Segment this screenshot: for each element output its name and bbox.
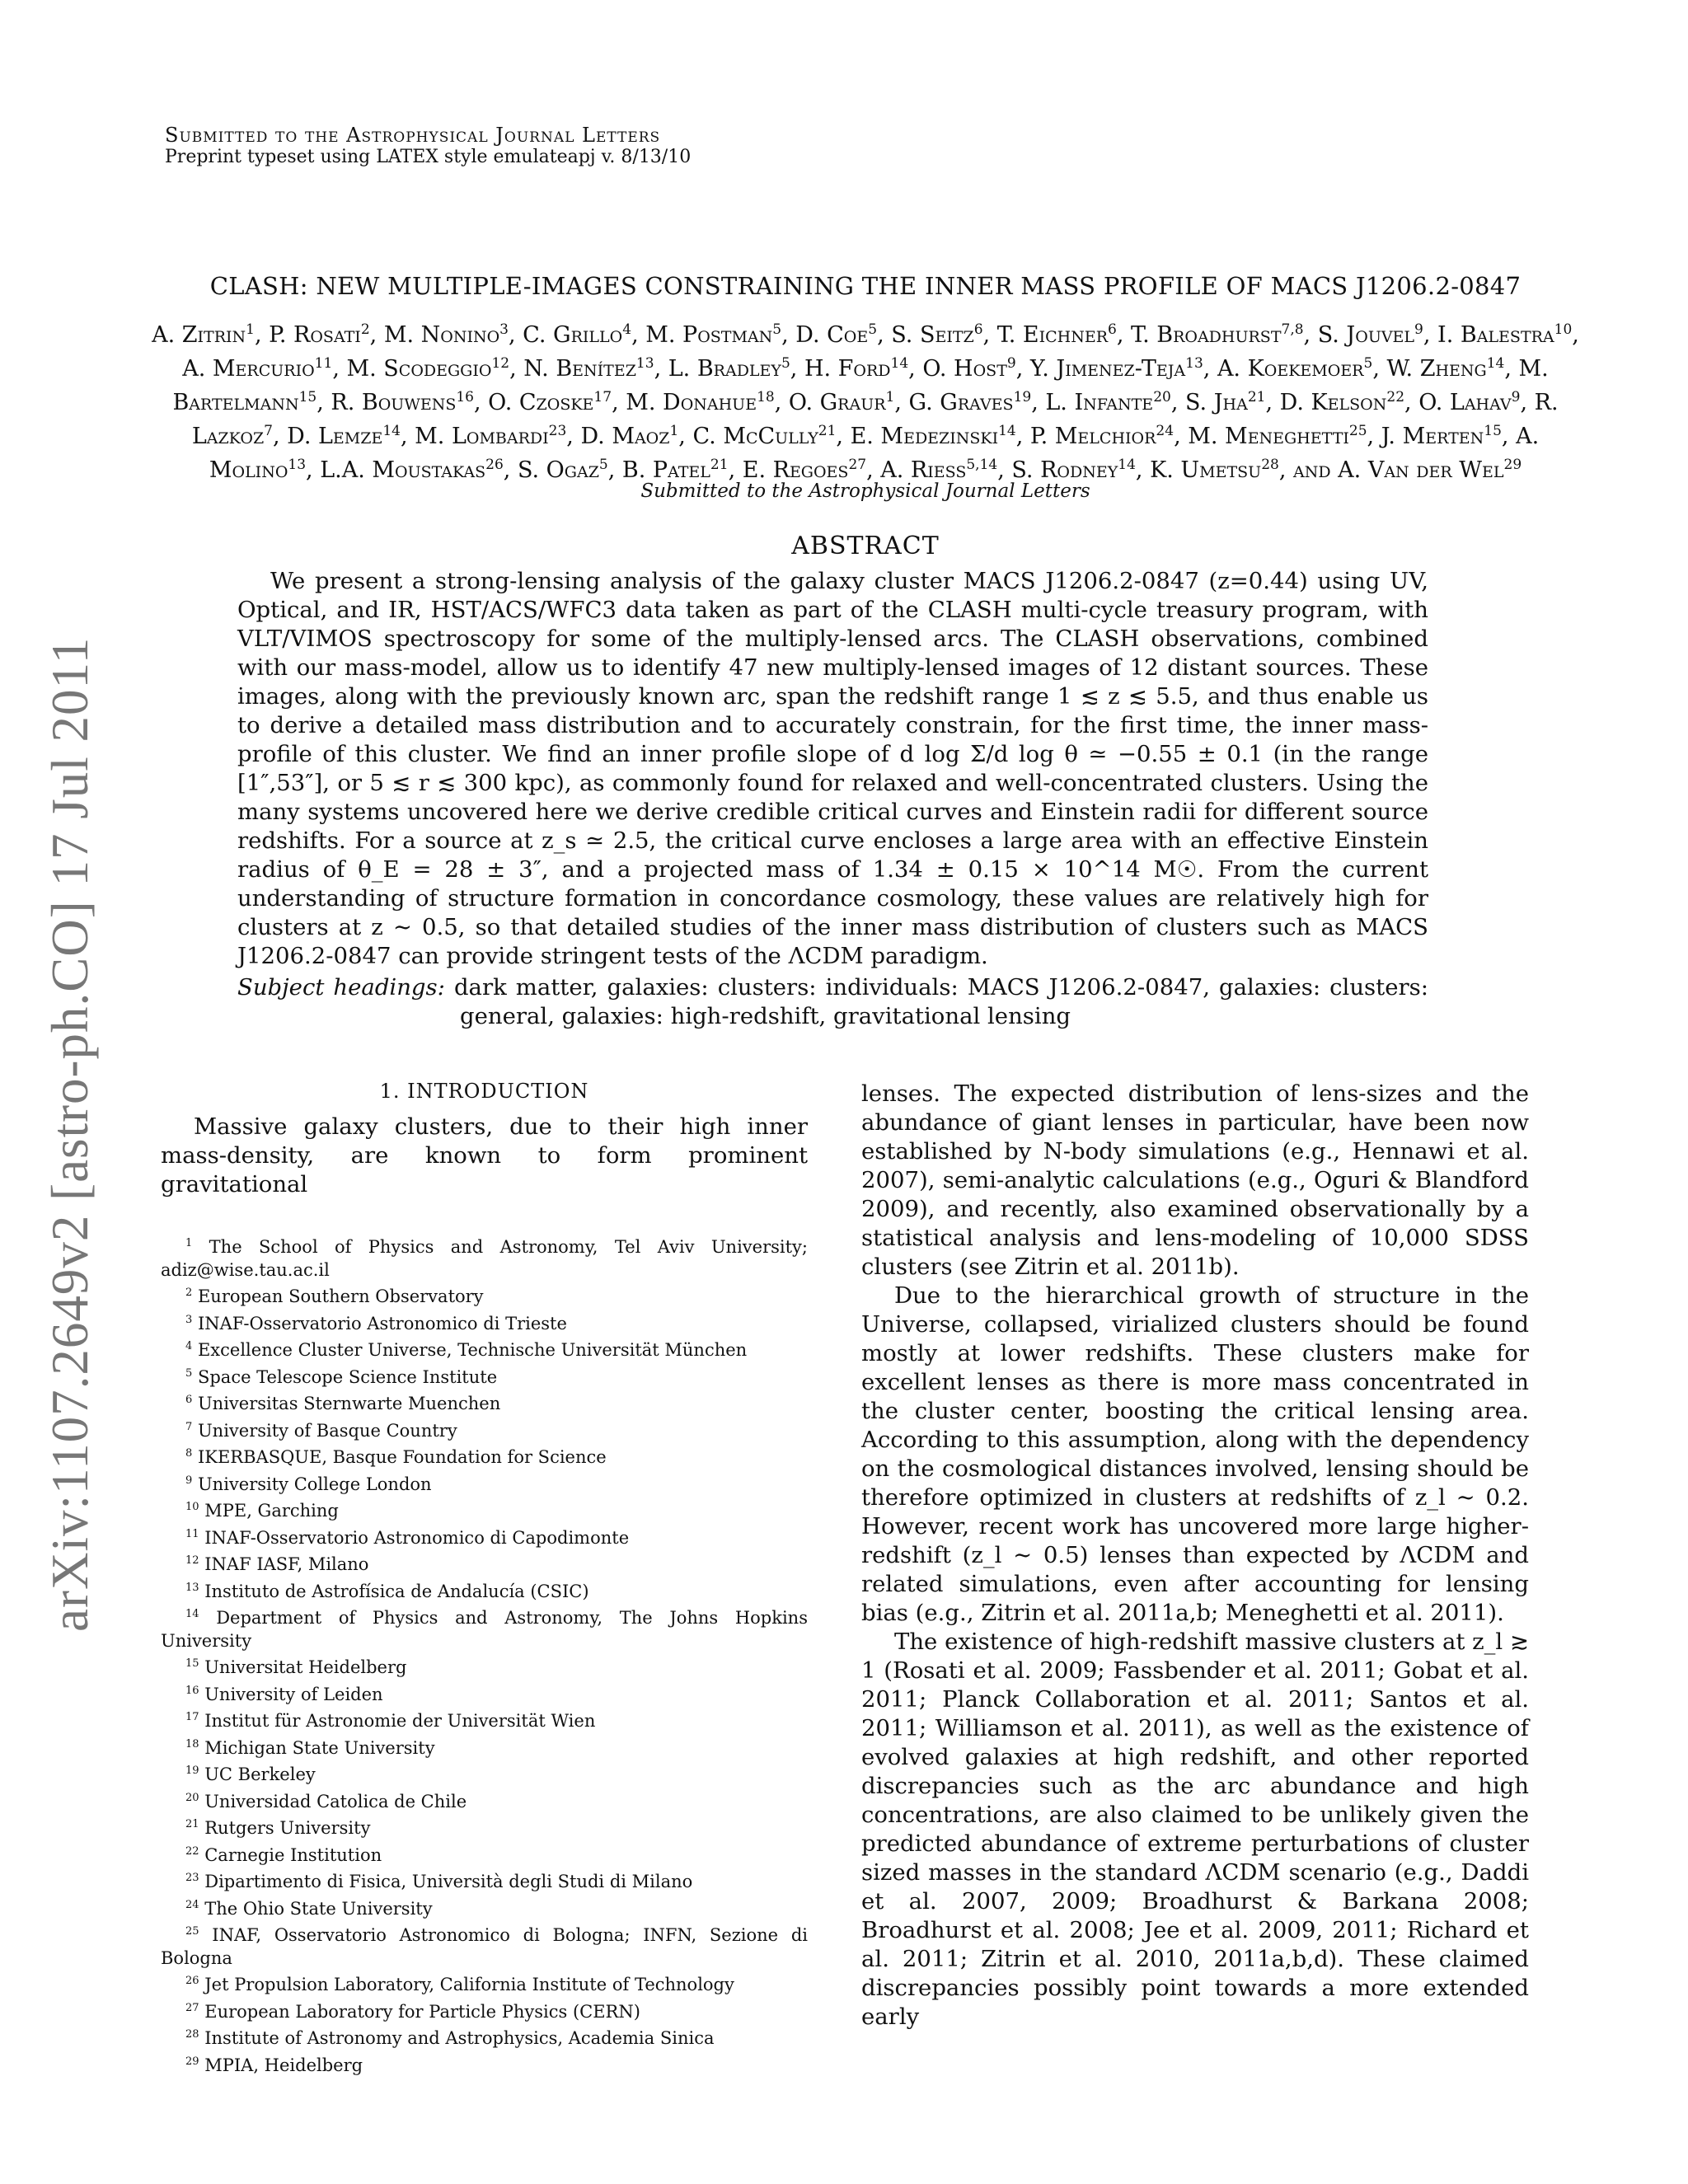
affiliation-footnote — [161, 1733, 808, 1760]
author-affiliation-number: 6 — [973, 321, 983, 338]
author-name: A. Riess — [880, 457, 967, 483]
author-affiliation-number: 21 — [818, 423, 837, 439]
footnote-number: 22 — [185, 1844, 199, 1858]
affiliation-footnote — [161, 2023, 808, 2050]
submitted-note: Submitted to the Astrophysical Journal Letters — [640, 480, 1090, 502]
author-name: M. Postman — [645, 322, 773, 348]
author-affiliation-number: 14 — [1118, 457, 1136, 473]
footnote-number: 9 — [185, 1474, 193, 1487]
footnote-number: 7 — [185, 1420, 193, 1433]
footnote-text: Space Telescope Science Institute — [197, 1366, 498, 1387]
footnote-text: IKERBASQUE, Basque Foundation for Science — [197, 1447, 607, 1467]
affiliation-footnote — [161, 1416, 808, 1443]
author-name: P. Melchior — [1029, 424, 1156, 449]
author-name: M. Donahue — [626, 390, 757, 415]
author-name: T. Broadhurst — [1131, 322, 1282, 348]
author-name: O. Graur — [788, 390, 886, 415]
author-name: A. Koekemoer — [1217, 356, 1364, 382]
footnote-number: 18 — [185, 1737, 199, 1750]
footnote-number: 23 — [185, 1872, 199, 1884]
author-name: H. Ford — [804, 356, 891, 382]
author-name: S. Rodney — [1011, 457, 1118, 483]
footnote-text: Institute of Astronomy and Astrophysics, Academia Sinica — [204, 2028, 715, 2048]
author-affiliation-number: 24 — [1156, 423, 1175, 439]
footnote-number: 26 — [185, 1975, 199, 1987]
footnote-number: 28 — [185, 2028, 199, 2041]
footnote-text: Rutgers University — [204, 1818, 371, 1838]
abstract-text: We present a strong-lensing analysis of the galaxy cluster MACS J1206.2-0847 (z=0.44) using UV, Optical, and IR, HST/ACS/WFC3 data taken as part of the CLASH multi-cycle treasury program, with VLT/VIMOS spectroscopy for some of the multiply-lensed arcs. The CLASH observations, combined with our mass-model, allow us to identify 47 new multiply-lensed images of 12 distant sources. These images, along with the previously known arc, span the redshift range 1 ≲ z ≲ 5.5, and thus enable us to derive a detailed mass distribution and to accurately constrain, for the first time, the inner mass-profile of this cluster. We find an inner profile slope of d log Σ/d log θ ≃ −0.55 ± 0.1 (in the range [1″,53″], or 5 ≲ r ≲ 300 kpc), as commonly found for relaxed and well-concentrated clusters. Using the many systems uncovered here we derive credible critical curves and Einstein radii for different source redshifts. For a source at z_s ≃ 2.5, the critical curve encloses a large area with an effective Einstein radius of θ_E = 28 ± 3″, and a projected mass of 1.34 ± 0.15 × 10^14 M☉. From the current understanding of structure formation in concordance cosmology, these values are relatively high for clusters at z ∼ 0.5, so that detailed studies of the inner mass distribution of clusters such as MACS J1206.2-0847 can provide stringent tests of the ΛCDM paradigm. — [237, 568, 1428, 969]
footnote-number: 3 — [185, 1313, 193, 1326]
footnote-number: 19 — [185, 1765, 199, 1777]
subject-headings-label: Subject headings: — [237, 974, 445, 1001]
author-name: S. Jouvel — [1317, 322, 1415, 348]
footnote-number: 8 — [185, 1447, 193, 1460]
affiliation-footnote — [161, 1997, 808, 2024]
affiliation-footnote — [161, 1577, 808, 1604]
author-name: O. Lahav — [1418, 390, 1512, 415]
author-name: S. Ogaz — [517, 457, 599, 483]
author-affiliation-number: 5 — [598, 457, 608, 473]
affiliation-footnote — [161, 1496, 808, 1523]
footnote-text: University of Basque Country — [197, 1420, 457, 1441]
subject-headings — [237, 973, 1428, 1031]
author-affiliation-number: 22 — [1386, 389, 1405, 405]
author-name: E. Medezinski — [850, 424, 999, 449]
footnote-text: UC Berkeley — [204, 1765, 316, 1784]
author-affiliation-number: 13 — [288, 457, 307, 473]
author-name: J. Merten — [1381, 424, 1484, 449]
footnote-number: 11 — [185, 1527, 199, 1540]
author-affiliation-number: 1 — [885, 389, 895, 405]
footnote-text: University College London — [197, 1474, 432, 1494]
abstract-heading: ABSTRACT — [791, 532, 940, 560]
affiliation-footnote — [161, 1760, 808, 1787]
author-affiliation-number: 5 — [1363, 355, 1373, 372]
footnote-number: 13 — [185, 1581, 199, 1594]
intro-paragraph-continued: lenses. The expected distribution of lens-sizes and the abundance of giant lenses in particular, have been now established by N-body simulations (e.g., Hennawi et al. 2007), semi-analytic calculations (e.g., Oguri & Blandford 2009), and recently, also examined observationally by a statistical analysis and lens-modeling of 10,000 SDSS clusters (see Zitrin et al. 2011b). — [861, 1080, 1529, 1280]
author-name: Y. Jimenez-Teja — [1029, 356, 1186, 382]
footnote-text: MPE, Garching — [204, 1501, 339, 1521]
footnote-number: 27 — [185, 2001, 199, 2014]
affiliation-footnote — [161, 1442, 808, 1469]
author-name: C. Grillo — [523, 322, 623, 348]
author-affiliation-number: 6 — [1108, 321, 1117, 338]
author-name: D. Kelson — [1279, 390, 1387, 415]
footnote-text: Dipartimento di Fisica, Università degli Studi di Milano — [204, 1872, 693, 1891]
author-name: M. Lombardi — [415, 424, 549, 449]
author-affiliation-number: 14 — [1486, 355, 1505, 372]
affiliation-footnotes — [161, 1232, 808, 2077]
journal-header: Submitted to the Astrophysical Journal Letters — [165, 124, 661, 147]
footnote-number: 20 — [185, 1791, 199, 1804]
author-name: R. Lazkoz — [191, 390, 1559, 449]
affiliation-footnote — [161, 1232, 808, 1282]
footnote-number: 21 — [185, 1818, 199, 1830]
paper-title: CLASH: NEW MULTIPLE-IMAGES CONSTRAINING THE INNER MASS PROFILE OF MACS J1206.2-0847 — [209, 272, 1522, 300]
footnote-text: The Ohio State University — [204, 1898, 433, 1919]
subject-headings-text: dark matter, galaxies: clusters: individuals: MACS J1206.2-0847, galaxies: clusters: general, galaxies: high-redshift, gravitational lensing — [444, 974, 1429, 1029]
affiliation-footnote — [161, 1282, 808, 1309]
affiliation-footnote — [161, 1652, 808, 1680]
footnote-text: Carnegie Institution — [204, 1844, 382, 1865]
affiliation-footnote — [161, 1469, 808, 1497]
footnote-text: Excellence Cluster Universe, Technische Universität München — [197, 1340, 748, 1360]
footnote-text: MPIA, Heidelberg — [204, 2055, 363, 2075]
author-name: M. Nonino — [383, 322, 500, 348]
left-column — [161, 1080, 808, 2077]
author-affiliation-number: 15 — [1484, 423, 1502, 439]
intro-paragraph-3: The existence of high-redshift massive clusters at z_l ≳ 1 (Rosati et al. 2009; Fassbender et al. 2011; Gobat et al. 2011; Planck Collaboration et al. 2011; Santos et al. 2011; Williamson et al. 2011), as well as the existence of evolved galaxies at high redshift, and other reported discrepancies such as the arc abundance and high concentrations, are also claimed to be unlikely given the predicted abundance of extreme perturbations of cluster sized masses in the standard ΛCDM scenario (e.g., Daddi et al. 2007, 2009; Broadhurst & Barkana 2008; Broadhurst et al. 2008; Jee et al. 2009, 2011; Richard et al. 2011; Zitrin et al. 2010, 2011a,b,d). These claimed discrepancies possibly point towards a more extended early — [861, 1629, 1529, 2030]
affiliation-footnote — [161, 1867, 808, 1894]
author-affiliation-number: 4 — [622, 321, 632, 338]
author-affiliation-number: 9 — [1414, 321, 1423, 338]
author-list: A. Zitrin$^1$, P. Rosati$^2$, M. Nonino$^3$, C. Grillo$^4$, M. Postman$^5$, D. Coe$^5$, S. Seitz$^6$, T. Eichner$^6$, T. Broadhurst$^{7,8}$, S. Jouvel$^9$, I. Balestra$^{10}$, A. Mercurio$^{11}$, M. Scodeggio$^{12}$, N. Benítez$^{13}$, L. Bradley$^5$, H. Ford$^{14}$, O. Host$^9$, Y. Jimenez-Teja$^{13}$, A. Koekemoer$^5$, W. Zheng$^{14}$, M. Bartelmann$^{15}$, R. Bouwens$^{16}$, O. Czoske$^{17}$, M. Donahue$^{18}$, O. Graur$^1$, G. Graves$^{19}$, L. Infante$^{20}$, S. Jha$^{21}$, D. Kelson$^{22}$, O. Lahav$^9$, R. Lazkoz$^7$, D. Lemze$^{14}$, M. Lombardi$^{23}$, D. Maoz$^1$, C. McCully$^{21}$, E. Medezinski$^{14}$, P. Melchior$^{24}$, M. Meneghetti$^{25}$, J. Merten$^{15}$, A. Molino$^{13}$, L.A. Moustakas$^{26}$, S. Ogaz$^5$, B. Patel$^{21}$, E. Regoes$^{27}$, A. Riess$^{5,14}$, S. Rodney$^{14}$, K. Umetsu$^{28}$, and A. Van der Wel$^{29}$ — [152, 321, 1579, 483]
footnote-text: INAF-Osservatorio Astronomico di Trieste — [197, 1313, 567, 1333]
affiliation-footnote — [161, 1840, 808, 1868]
author-affiliation-number: 13 — [635, 355, 654, 372]
preprint-note: Preprint typeset using LATEX style emulateapj v. 8/13/10 — [165, 147, 692, 167]
footnote-number: 1 — [185, 1237, 193, 1249]
affiliation-footnote — [161, 1523, 808, 1550]
author-affiliation-number: 1 — [669, 423, 679, 439]
footnote-text: INAF IASF, Milano — [204, 1554, 369, 1574]
footnote-number: 6 — [185, 1394, 193, 1406]
footnote-number: 15 — [185, 1657, 199, 1670]
arxiv-identifier-stamp: arXiv:1107.2649v2 [astro-ph.CO] 17 Jul 2011 — [41, 636, 99, 1632]
author-affiliation-number: 14 — [382, 423, 401, 439]
author-name: D. Lemze — [287, 424, 383, 449]
footnote-number: 5 — [185, 1366, 193, 1380]
affiliation-footnote — [161, 1920, 808, 1970]
affiliation-footnote — [161, 1362, 808, 1390]
author-name: O. Czoske — [488, 390, 594, 415]
footnote-number: 14 — [185, 1608, 199, 1620]
author-affiliation-number: 29 — [1503, 457, 1522, 473]
author-name: A. Zitrin — [152, 322, 246, 348]
author-name: and A. Van der Wel — [1293, 457, 1504, 483]
footnote-text: The School of Physics and Astronomy, Tel Aviv University; adiz@wise.tau.ac.il — [161, 1237, 808, 1280]
author-affiliation-number: 13 — [1185, 355, 1203, 372]
footnote-text: Universitat Heidelberg — [204, 1657, 407, 1677]
author-affiliation-number: 21 — [710, 457, 729, 473]
author-affiliation-number: 5 — [868, 321, 878, 338]
author-name: R. Bouwens — [331, 390, 457, 415]
author-name: S. Jha — [1185, 390, 1248, 415]
footnote-number: 16 — [185, 1684, 199, 1697]
footnote-number: 29 — [185, 2055, 199, 2068]
affiliation-footnote — [161, 1680, 808, 1707]
author-affiliation-number: 15 — [298, 389, 317, 405]
author-name: L.A. Moustakas — [320, 457, 486, 483]
footnote-number: 4 — [185, 1340, 193, 1352]
footnote-text: University of Leiden — [204, 1684, 383, 1704]
author-affiliation-number: 19 — [1013, 389, 1032, 405]
footnote-text: Institut für Astronomie der Universität Wien — [204, 1711, 596, 1731]
author-affiliation-number: 18 — [757, 389, 775, 405]
author-affiliation-number: 11 — [314, 355, 333, 372]
author-name: L. Infante — [1045, 390, 1154, 415]
intro-paragraph-2: Due to the hierarchical growth of structure in the Universe, collapsed, virialized clusters should be found mostly at lower redshifts. These clusters make for excellent lenses as there is more mass concentrated in the cluster center, boosting the critical lensing area. According to this assumption, along with the dependency on the cosmological distances involved, lensing should be therefore optimized in clusters at redshifts of z_l ∼ 0.2. However, recent work has uncovered more large higher-redshift (z_l ∼ 0.5) lenses than expected by ΛCDM and related simulations, even after accounting for lensing bias (e.g., Zitrin et al. 2011a,b; Meneghetti et al. 2011). — [861, 1282, 1529, 1626]
affiliation-footnote — [161, 1894, 808, 1921]
author-affiliation-number: 9 — [1511, 389, 1521, 405]
author-affiliation-number: 14 — [998, 423, 1016, 439]
author-name: L. Bradley — [668, 356, 781, 382]
author-affiliation-number: 3 — [499, 321, 509, 338]
footnote-text: Jet Propulsion Laboratory, California Institute of Technology — [204, 1975, 734, 1994]
affiliation-footnote — [161, 1813, 808, 1840]
author-name: T. Eichner — [996, 322, 1109, 348]
author-name: C. McCully — [692, 424, 818, 449]
author-name: M. Scodeggio — [346, 356, 492, 382]
author-name: M. Bartelmann — [172, 356, 1549, 415]
author-name: M. Meneghetti — [1188, 424, 1349, 449]
author-affiliation-number: 26 — [485, 457, 504, 473]
footnote-text: European Laboratory for Particle Physics (CERN) — [204, 2001, 640, 2022]
author-name: E. Regoes — [742, 457, 849, 483]
affiliation-footnote — [161, 1787, 808, 1814]
footnote-text: INAF, Osservatorio Astronomico di Bologna; INFN, Sezione di Bologna — [161, 1925, 808, 1968]
author-name: W. Zheng — [1386, 356, 1487, 382]
author-affiliation-number: 5 — [772, 321, 782, 338]
affiliation-footnote — [161, 1335, 808, 1362]
author-name: A. Molino — [209, 424, 1540, 483]
affiliation-footnote — [161, 1970, 808, 1997]
author-affiliation-number: 5 — [781, 355, 790, 372]
affiliation-footnote — [161, 1549, 808, 1577]
footnote-text: Department of Physics and Astronomy, The Johns Hopkins University — [161, 1608, 808, 1651]
author-affiliation-number: 20 — [1153, 389, 1171, 405]
abstract — [237, 567, 1428, 1031]
footnote-number: 12 — [185, 1554, 199, 1567]
affiliation-footnote — [161, 1309, 808, 1336]
affiliation-footnote — [161, 2050, 808, 2078]
affiliation-footnote — [161, 1706, 808, 1733]
author-affiliation-number: 27 — [848, 457, 867, 473]
right-column — [861, 1080, 1529, 2032]
author-affiliation-number: 12 — [491, 355, 510, 372]
affiliation-footnote — [161, 1603, 808, 1652]
footnote-text: INAF-Osservatorio Astronomico di Capodimonte — [204, 1527, 630, 1548]
author-affiliation-number: 2 — [360, 321, 370, 338]
author-affiliation-number: 16 — [456, 389, 474, 405]
author-name: P. Rosati — [269, 322, 361, 348]
author-name: G. Graves — [908, 390, 1014, 415]
author-name: K. Umetsu — [1150, 457, 1262, 483]
footnote-number: 17 — [185, 1711, 199, 1723]
intro-paragraph-1: Massive galaxy clusters, due to their high inner mass-density, are known to form prominent gravitational — [161, 1113, 808, 1197]
author-affiliation-number: 25 — [1348, 423, 1367, 439]
footnote-number: 10 — [185, 1501, 199, 1513]
author-name: I. Balestra — [1437, 322, 1554, 348]
author-affiliation-number: 28 — [1261, 457, 1279, 473]
author-name: A. Mercurio — [182, 356, 315, 382]
author-affiliation-number: 21 — [1247, 389, 1266, 405]
footnote-text: Michigan State University — [204, 1737, 435, 1758]
author-name: O. Host — [922, 356, 1007, 382]
footnote-text: European Southern Observatory — [197, 1286, 484, 1306]
author-affiliation-number: 5,14 — [966, 457, 998, 473]
footnote-number: 25 — [185, 1925, 199, 1938]
author-affiliation-number: 9 — [1006, 355, 1016, 372]
footnote-number: 24 — [185, 1898, 199, 1911]
footnote-text: Universidad Catolica de Chile — [204, 1791, 467, 1811]
footnote-text: Universitas Sternwarte Muenchen — [197, 1394, 501, 1413]
author-affiliation-number: 14 — [890, 355, 909, 372]
author-affiliation-number: 7,8 — [1281, 321, 1304, 338]
author-name: D. Maoz — [580, 424, 670, 449]
author-name: D. Coe — [795, 322, 869, 348]
author-affiliation-number: 1 — [246, 321, 255, 338]
affiliation-footnote — [161, 1389, 808, 1416]
author-affiliation-number: 17 — [593, 389, 612, 405]
footnote-text: Instituto de Astrofísica de Andalucía (CSIC) — [204, 1581, 589, 1601]
author-affiliation-number: 10 — [1554, 321, 1573, 338]
author-affiliation-number: 7 — [264, 423, 273, 439]
footnote-number: 2 — [185, 1286, 193, 1299]
section-heading-introduction: 1. INTRODUCTION — [379, 1080, 589, 1103]
author-affiliation-number: 23 — [548, 423, 567, 439]
author-name: S. Seitz — [891, 322, 974, 348]
author-name: N. Benítez — [523, 356, 636, 382]
author-name: B. Patel — [621, 457, 710, 483]
